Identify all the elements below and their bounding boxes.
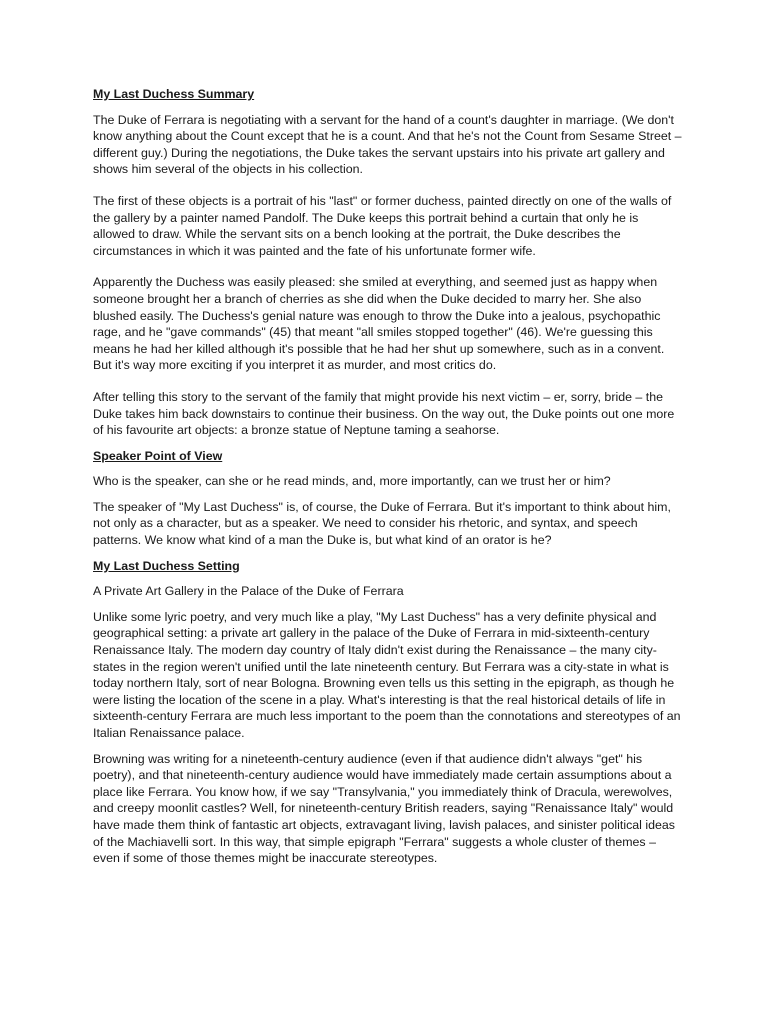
summary-paragraph-2: The first of these objects is a portrait of his "last" or former duchess, painted directly on one of the walls of the gallery by a painter named Pandolf. The Duke keeps this portrait behind a curtain that only he is allowed to draw. While the servant sits on a bench looking at the portrait, the Duke describes the circumstances in which it was painted and the fate of his unfortunate former wife. bbox=[93, 193, 672, 258]
pov-paragraph-2: The speaker of "My Last Duchess" is, of course, the Duke of Ferrara. But it's important to think about him, not only as a character, but as a speaker. We need to consider his rhetoric, and syntax, and speech patterns. We know what kind of a man the Duke is, but what kind of an orator is he? bbox=[93, 499, 671, 548]
document-page bbox=[93, 86, 683, 867]
summary-paragraph-3: Apparently the Duchess was easily pleased: she smiled at everything, and seemed just as happy when someone brought her a branch of cherries as she did when the Duke decided to marry her. She also blushed easily. The Duchess's genial nature was enough to throw the Duke into a jealous, psychopathic rage, and he "gave commands" (45) that meant "all smiles stopped together" (46). We're guessing this means he had her killed although it's possible that he had her shut up somewhere, such as in a convent. But it's way more exciting if you interpret it as murder, and most critics do. bbox=[93, 275, 665, 373]
summary-paragraph-1: The Duke of Ferrara is negotiating with a servant for the hand of a count's daughter in marriage. (We don't know anything about the Count except that he is a count. And that he's not the Count from Sesame Street – different guy.) During the negotiations, the Duke takes the servant upstairs into his private art gallery and shows him several of the objects in his collection. bbox=[93, 112, 682, 177]
section-heading-point-of-view: Speaker Point of View bbox=[93, 448, 223, 463]
pov-paragraph-1: Who is the speaker, can she or he read minds, and, more importantly, can we trust her or him? bbox=[93, 474, 611, 489]
setting-subtitle: A Private Art Gallery in the Palace of the Duke of Ferrara bbox=[93, 584, 404, 599]
section-heading-setting: My Last Duchess Setting bbox=[93, 558, 240, 573]
section-heading-summary: My Last Duchess Summary bbox=[93, 87, 255, 101]
summary-paragraph-4: After telling this story to the servant of the family that might provide his next victim – er, sorry, bride – the Duke takes him back downstairs to continue their business. On the way out, the Duke points out one more of his favourite art objects: a bronze statue of Neptune taming a seahorse. bbox=[93, 389, 675, 438]
setting-paragraph-1: Unlike some lyric poetry, and very much like a play, "My Last Duchess" has a very definite physical and geographical setting: a private art gallery in the palace of the Duke of Ferrara in mid-sixteenth-century Renaissance Italy. The modern day country of Italy didn't exist during the Renaissance – the many city-states in the region weren't unified until the late nineteenth century. But Ferrara was a city-state in what is today northern Italy, sort of near Bologna. Browning even tells us this setting in the epigraph, as though he were listing the location of the scene in a play. What's interesting is that the real historical details of life in sixteenth-century Ferrara are much less important to the poem than the connotations and stereotypes of an Italian Renaissance palace. bbox=[93, 609, 681, 740]
setting-paragraph-2: Browning was writing for a nineteenth-century audience (even if that audience didn't always "get" his poetry), and that nineteenth-century audience would have immediately made certain assumptions about a place like Ferrara. You know how, if we say "Transylvania," you immediately think of Dracula, werewolves, and creepy moonlit castles? Well, for nineteenth-century British readers, saying "Renaissance Italy" would have made them think of fantastic art objects, extravagant living, lavish palaces, and sinister political ideas of the Machiavelli sort. In this way, that simple epigraph "Ferrara" suggests a whole cluster of themes – even if some of those themes might be inaccurate stereotypes. bbox=[93, 751, 675, 866]
